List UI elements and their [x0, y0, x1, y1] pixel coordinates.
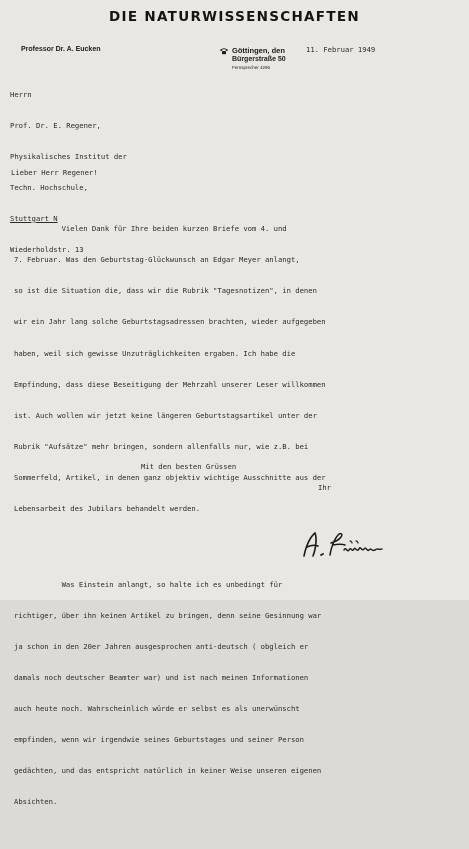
body-line: Empfindung, dass diese Beseitigung der Mehrzahl unserer Leser willkommen — [14, 379, 326, 389]
body-line: auch heute noch. Wahrscheinlich würde er selbst es als unerwünscht — [14, 704, 300, 714]
body-line: ist. Auch wollen wir jetzt keine längeren Geburtstagsartikel unter der — [14, 410, 317, 420]
body-line: Rubrik "Aufsätze" mehr bringen, sondern allenfalls nur, wie z.B. bei — [14, 441, 309, 451]
address-line: Wiederholdstr. 13 — [10, 244, 84, 254]
body-paragraph — [14, 204, 462, 535]
body-line: haben, weil sich gewisse Unzuträglichkeiten ergaben. Ich habe die — [14, 348, 296, 358]
letter-body — [14, 183, 462, 849]
salutation: Lieber Herr Regener! — [11, 168, 98, 177]
letter-date: 11. Februar 1949 — [306, 45, 376, 54]
place-line — [219, 46, 286, 55]
body-line: Was Einstein anlangt, so halte ich es unbedingt für — [14, 580, 283, 590]
body-line: Sommerfeld, Artikel, in denen ganz objektiv wichtige Ausschnitte aus der — [14, 472, 326, 482]
address-line: Physikalisches Institut der — [10, 151, 127, 161]
place-block — [219, 46, 286, 70]
address-line: Techn. Hochschule, — [10, 182, 88, 192]
telephone-icon — [219, 47, 229, 55]
body-paragraph — [14, 559, 462, 828]
body-line: empfinden, wenn wir irgendwie seines Geburtstages und seiner Person — [14, 735, 304, 745]
address-line: Prof. Dr. E. Regener, — [10, 120, 101, 130]
address-line: Herrn — [10, 89, 32, 99]
closing-word: Ihr — [318, 483, 331, 492]
journal-title: DIE NATURWISSENSCHAFTEN — [109, 9, 360, 25]
body-line: Absichten. — [14, 797, 58, 807]
phone-number: Fernsprecher 4296 — [232, 65, 271, 70]
sender-name: Professor Dr. A. Eucken — [21, 46, 101, 53]
body-line: wir ein Jahr lang solche Geburtstagsadressen brachten, wieder aufgegeben — [14, 317, 326, 327]
body-line: Vielen Dank für Ihre beiden kurzen Briefe vom 4. und — [14, 224, 287, 234]
body-line: 7. Februar. Was den Geburtstag-Glückwunsch an Edgar Meyer anlangt, — [14, 255, 300, 265]
street-address: Bürgerstraße 50 — [232, 56, 286, 63]
place-label: Göttingen, den — [232, 46, 285, 55]
body-line: damals noch deutscher Beamter war) und ist nach meinen Informationen — [14, 673, 309, 683]
body-line: gedächten, und das entspricht natürlich in keiner Weise unseren eigenen — [14, 766, 322, 776]
body-line: so ist die Situation die, dass wir die Rubrik "Tagesnotizen", in denen — [14, 286, 317, 296]
address-line: Stuttgart N — [10, 213, 58, 223]
body-line: ja schon in den 20er Jahren ausgesprochen anti-deutsch ( obgleich er — [14, 642, 309, 652]
handwritten-signature — [300, 528, 386, 562]
body-line: richtiger, über ihn keinen Artikel zu bringen, denn seine Gesinnung war — [14, 611, 322, 621]
body-line: Lebensarbeit des Jubilars behandelt werden. — [14, 503, 201, 513]
closing-formula: Mit den besten Grüssen — [141, 462, 237, 471]
